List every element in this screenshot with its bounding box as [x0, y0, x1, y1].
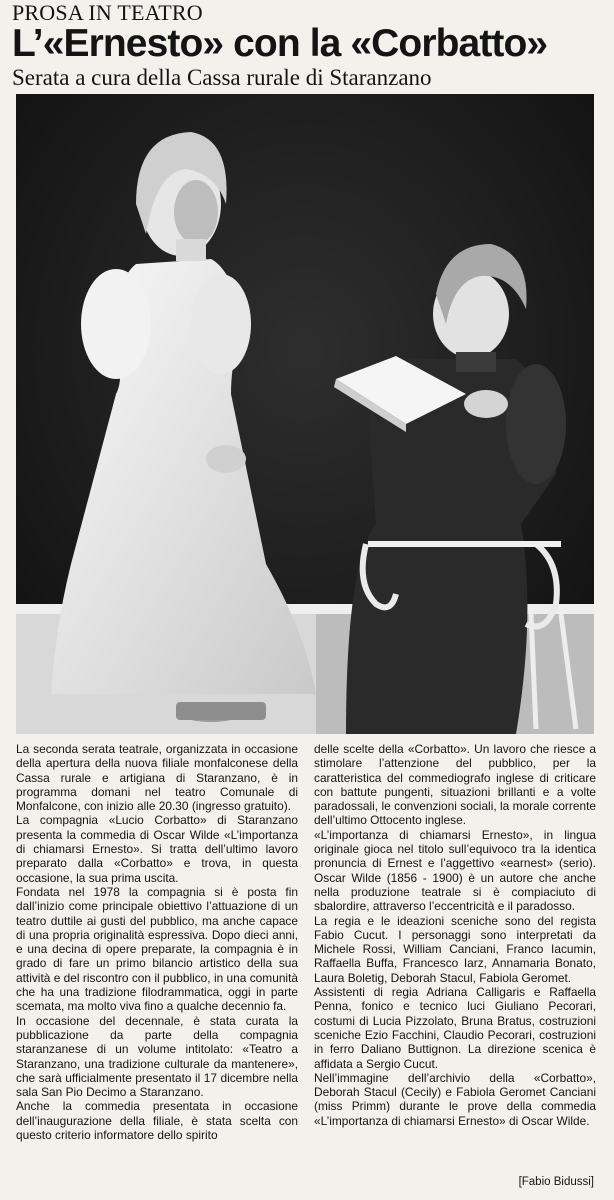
headline: L’«Ernesto» con la «Corbatto»	[12, 22, 548, 65]
body-paragraph: Fondata nel 1978 la compagnia si è posta fin dall’inizio come principale obiettivo l’attuazione di un teatro duttile ai gusti del pubblico, ma anche capace di una propria originalità espressiva. Dopo dieci anni, e una decina di opere preparate, la compagnia è in grado di fare un primo bilancio artistico della sua attività e del riscontro con il pubblico, in una comunità che ha una tradizione filodrammatica, oggi in parte scemata, ma molto viva fino a qualche decennio fa.	[16, 884, 298, 1014]
body-column-left	[16, 742, 298, 1192]
body-paragraph: delle scelte della «Corbatto». Un lavoro che riesce a stimolare l’attenzione del pubblico, per la caratteristica del commediografo inglese di criticare con battute pungenti, situazioni brillanti e a volte paradossali, le convenzioni sociali, la morale corrente dell’ultimo Ottocento inglese.	[314, 742, 596, 828]
stage-photo-icon	[16, 94, 594, 734]
body-paragraph: Anche la commedia presentata in occasione dell’inaugurazione della filiale, è stata scelta con questo criterio informatore dello spirito	[16, 1099, 298, 1143]
body-column-right	[314, 742, 596, 1192]
body-paragraph: La regia e le ideazioni sceniche sono del regista Fabio Cucut. I personaggi sono interpretati da Michele Rossi, William Canciani, Franco Iacumin, Raffaella Buffa, Francesco Iarz, Annamaria Bonato, Laura Boletig, Deborah Stacul, Fabiola Geromet.	[314, 913, 596, 985]
stage-photo	[16, 94, 594, 734]
body-paragraph: La seconda serata teatrale, organizzata in occasione della apertura della nuova filiale monfalconese della Cassa rurale e artigiana di Staranzano, è in programma domani nel teatro Comunale di Monfalcone, con inizio alle 20.30 (ingresso gratuito).	[16, 742, 298, 814]
byline: [Fabio Bidussi]	[518, 1176, 594, 1188]
body-paragraph: Nell’immagine dell’archivio della «Corbatto», Deborah Stacul (Cecily) e Fabiola Geromet Canciani (miss Primm) durante le prove della commedia «L’importanza di chiamarsi Ernesto» di Oscar Wilde.	[314, 1070, 596, 1128]
subhead: Serata a cura della Cassa rurale di Staranzano	[12, 65, 432, 90]
kicker: PROSA IN TEATRO	[12, 0, 203, 25]
body-paragraph: Assistenti di regia Adriana Calligaris e Raffaella Penna, fonico e tecnico luci Giuliano Pecorari, costumi di Lucia Pizzolato, Bruna Bratus, costruzioni sceniche Ezio Facchini, Claudio Pecorari, costruzioni in ferro Daliano Buttignon. La direzione scenica è affidata a Sergio Cucut.	[314, 985, 596, 1071]
body-paragraph: «L’importanza di chiamarsi Ernesto», in lingua originale gioca nel titolo sull’equivoco tra la identica pronuncia di Ernest e l’aggettivo «earnest» (serio). Oscar Wilde (1856 - 1900) è un autore che anche nella produzione teatrale si è compiaciuto di sbalordire, attraverso l’eccentricità e il paradosso.	[314, 827, 596, 914]
body-paragraph: La compagnia «Lucio Corbatto» di Staranzano presenta la commedia di Oscar Wilde «L’importanza di chiamarsi Ernesto». Si tratta dell’ultimo lavoro preparato dalla «Corbatto» e trova, in questa occasione, la sua prima uscita.	[16, 813, 298, 885]
body-paragraph: In occasione del decennale, è stata curata la pubblicazione da parte della compagnia staranzanese di un volume intitolato: «Teatro a Staranzano, una tradizione culturale da mantenere», che sarà ufficialmente presentato il 17 dicembre nella sala San Pio Decimo a Staranzano.	[16, 1013, 298, 1100]
